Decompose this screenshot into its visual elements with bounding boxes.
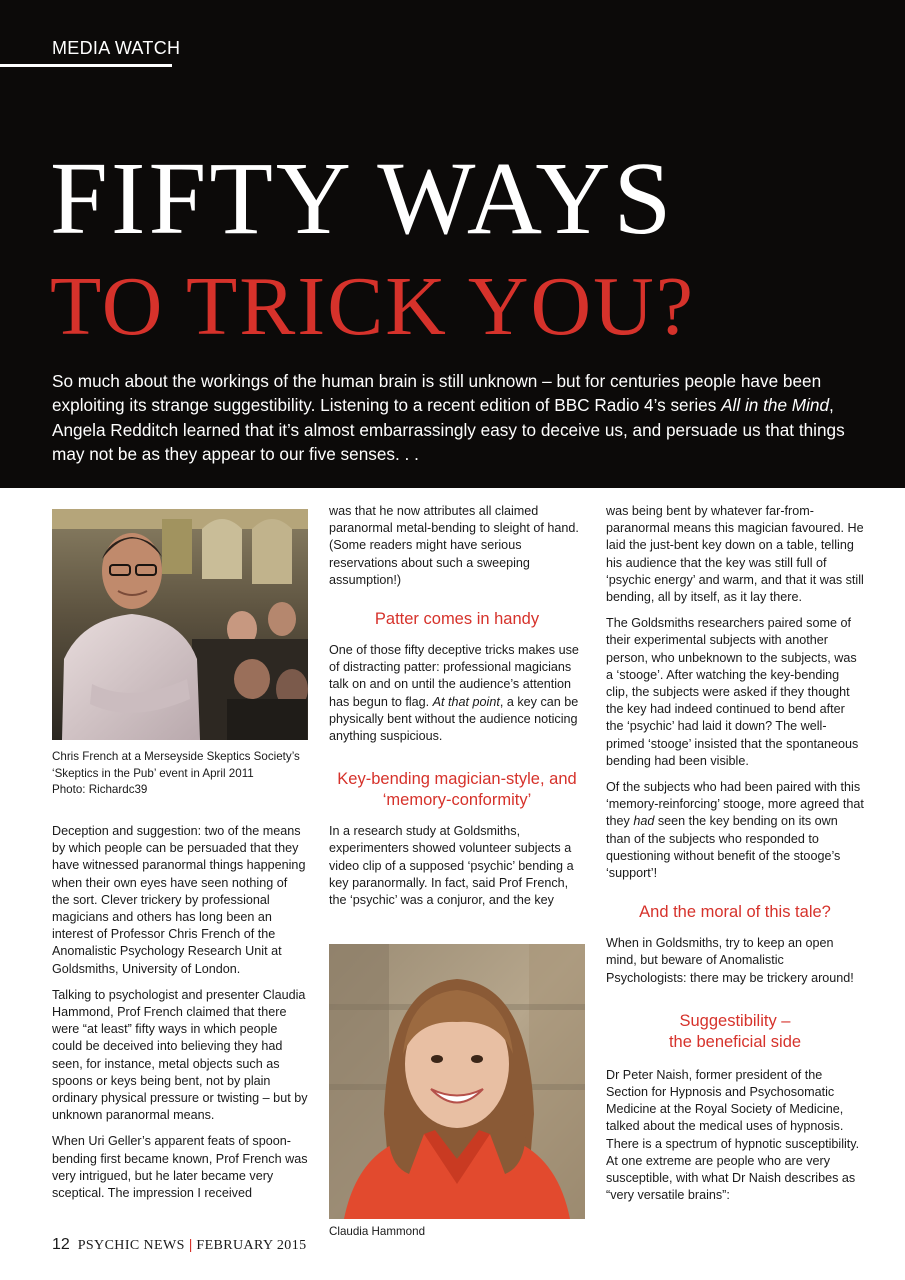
subhead-moral: And the moral of this tale? — [639, 903, 831, 922]
paragraph: In a research study at Goldsmiths, experimenters showed volunteer subjects a video clip of a supposed ‘psychic’ bending a key paranormally. In fact, said Prof French, the ‘psychic’ was a conjuror, and the key — [329, 824, 574, 908]
section-label: MEDIA WATCH — [52, 38, 181, 58]
paragraph: Dr Peter Naish, former president of the Section for Hypnosis and Psychosomatic Medicine at the Royal Society of Medicine, talked about the medical uses of hypnosis. There is a spectrum of hypnotic susceptibility. At one extreme are people who are very susceptible, with what Dr Naish describes as “very versatile brains”: — [606, 1067, 860, 1203]
paragraph: When Uri Geller’s apparent feats of spoon-bending first became known, Prof French was very intrigued, but he later became very sceptical. The impression I received — [52, 1134, 308, 1201]
standfirst: So much about the workings of the human brain is still unknown – but for centuries people have been exploiting its strange suggestibility. Listening to a recent edition of BBC Radio 4’s series All in the Mind, Angela Redditch learned that it’s almost embarrassingly easy to deceive us, and persuade us that things may not be as they appear to our five senses. . . — [52, 371, 845, 465]
page-number: 12 — [52, 1236, 70, 1253]
paragraph: Of the subjects who had been paired with this ‘memory-reinforcing’ stooge, more agreed that they had seen the key bending on its own than of the subjects who responded to questioning without benefit of the stooge’s ‘support’! — [606, 780, 864, 881]
paragraph: When in Goldsmiths, try to keep an open mind, but beware of Anomalistic Psychologists: there may be trickery around! — [606, 936, 854, 985]
subhead-key-bending: Key-bending magician-style, and ‘memory-conformity’ — [337, 770, 577, 810]
page-footer — [52, 1236, 307, 1254]
chris-french-photo — [52, 509, 308, 740]
headline-line-1: FIFTY WAYS — [50, 141, 675, 256]
paragraph: Deception and suggestion: two of the means by which people can be persuaded that they have witnessed paranormal things happening when their own eyes have seen nothing of the sort. Clever trickery by professional magicians and others has long been an interest of Professor Chris French of the Anomalistic Psychology Research Unit at Goldsmiths, University of London. — [52, 824, 306, 976]
publication-name: PSYCHIC NEWS — [77, 1238, 185, 1253]
headline-line-2: TO TRICK YOU? — [50, 260, 696, 353]
subhead-suggestibility: Suggestibility – the beneficial side — [668, 1011, 802, 1051]
section-rule — [0, 64, 172, 67]
issue-date: FEBRUARY 2015 — [196, 1238, 307, 1253]
paragraph: One of those fifty deceptive tricks makes use of distracting patter: professional magicians talk on and on until the audience’s attention has begun to flag. At that point, a key can be physically bent without the audience noticing anything suspicious. — [329, 643, 579, 744]
paragraph: Talking to psychologist and presenter Claudia Hammond, Prof French claimed that there were “at least” fifty ways in which people could be deceived into believing they had seen, for instance, metal objects such as spoons or keys being bent, not by plain ordinary physical pressure or twisting – but by unknown paranormal means. — [52, 987, 308, 1123]
photo-caption-chris-french: Chris French at a Merseyside Skeptics Society’s ‘Skeptics in the Pub’ event in April 2011 Photo: Richardc39 — [52, 750, 300, 796]
paragraph: was that he now attributes all claimed paranormal metal-bending to sleight of hand. (Some readers might have serious reservations about such a sweeping assumption!) — [329, 504, 579, 587]
footer-separator: | — [188, 1236, 193, 1252]
photo-caption-claudia-hammond: Claudia Hammond — [329, 1225, 426, 1238]
hero-banner — [0, 0, 905, 488]
subhead-patter: Patter comes in handy — [374, 610, 540, 629]
paragraph: was being bent by whatever far-from-paranormal means this magician favoured. He laid the just-bent key down on a table, telling his audience that the key was still full of ‘psychic energy’ and warm, and that it was still bending, all by itself, as it lay there. — [606, 504, 864, 605]
claudia-hammond-photo — [329, 944, 585, 1219]
paragraph: The Goldsmiths researchers paired some of their experimental subjects with another person, who unbeknown to the subjects, was a ‘stooge’. After watching the key-bending clip, the subjects were asked if they thought the key had indeed continued to bend after the ‘psychic’ had laid it down? The well-primed ‘stooge’ insisted that the spontaneous bending had been visible. — [606, 616, 859, 768]
